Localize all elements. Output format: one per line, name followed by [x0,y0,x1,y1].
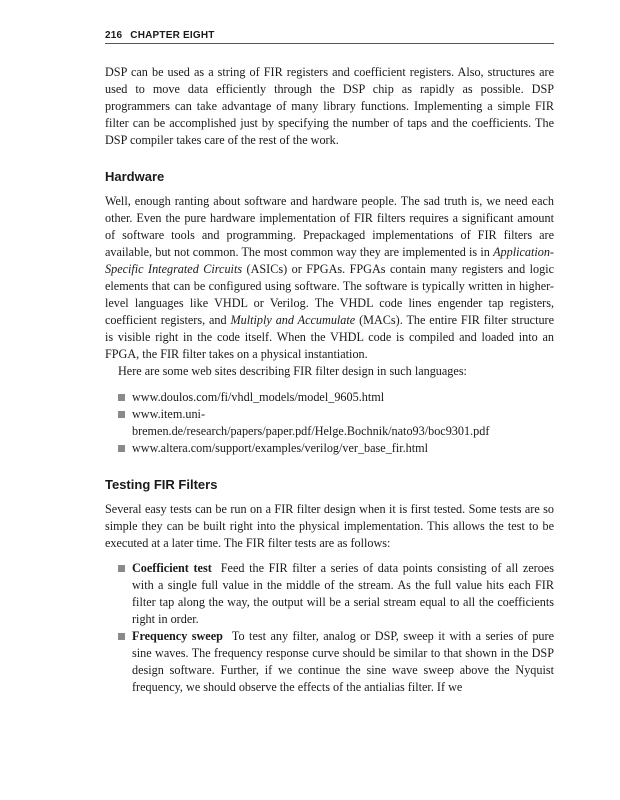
body-text [105,64,554,696]
website-link[interactable]: www.item.uni-bremen.de/research/papers/paper.pdf/Helge.Bochnik/nato93/boc9301.pdf [132,407,490,438]
list-item [105,628,554,696]
website-link[interactable]: www.altera.com/support/examples/verilog/ver_base_fir.html [132,441,429,455]
list-item [105,440,554,457]
website-list [105,389,554,457]
hardware-heading: Hardware [105,169,165,184]
square-bullet-icon [118,445,125,452]
hardware-text-b: (ASICs) or FPGAs. FPGAs contain many registers and logic elements that can be configured using software. The software is typically written in higher-level languages like VHDL or Verilog. The VHDL code lines engender tap registers, coefficient registers, and [105,262,554,327]
test-term: Coefficient test [132,561,212,575]
websites-intro: Here are some web sites describing FIR filter design in such languages: [118,364,467,378]
hardware-term-asic: Application-Specific Integrated Circuits [105,245,554,276]
testing-heading: Testing FIR Filters [105,477,218,492]
hardware-text-a: Well, enough ranting about software and hardware people. The sad truth is, we need each other. Even the pure hardware implementation of FIR filters requires a significant amount of software tools and programming. Prepackaged implementations of FIR filters are available, but not common. The most common way they are implemented is in [105,194,554,259]
list-item [105,560,554,628]
test-description: To test any filter, analog or DSP, sweep it with a series of pure sine waves. The frequency response curve should be similar to that shown in the DSP design software. Further, if we continue the sine wave sweep above the Nyquist frequency, we should observe the effects of the antialias filter. If we [132,629,554,694]
test-list [105,560,554,696]
website-link[interactable]: www.doulos.com/fi/vhdl_models/model_9605.html [132,390,385,404]
list-item [105,389,554,406]
test-description: Feed the FIR filter a series of data points consisting of all zeroes with a single full value in the middle of the stream. As the full value hits each FIR filter tap along the way, the output will be a serial stream equal to all the coefficients right in order. [132,561,554,626]
chapter-title: CHAPTER EIGHT [130,30,215,41]
square-bullet-icon [118,565,125,572]
list-item [105,406,554,440]
hardware-text-c: (MACs). The entire FIR filter structure is visible right in the code itself. When the VHDL code is compiled and loaded into an FPGA, the FIR filter takes on a physical instantiation. [105,313,555,361]
intro-paragraph: DSP can be used as a string of FIR registers and coefficient registers. Also, structures are used to move data efficiently through the DSP chip as rapidly as possible. DSP programmers can take advantage of many library functions. Implementing a simple FIR filter can be accomplished just by specifying the number of taps and the coefficients. The DSP compiler takes care of the rest of the work. [105,65,554,147]
square-bullet-icon [118,633,125,640]
testing-paragraph: Several easy tests can be run on a FIR filter design when it is first tested. Some tests are so simple they can be built right into the physical implementation. This allows the test to be executed at a later time. The FIR filter tests are as follows: [105,502,554,550]
square-bullet-icon [118,394,125,401]
test-term: Frequency sweep [132,629,223,643]
hardware-term-mac: Multiply and Accumulate [230,313,356,327]
square-bullet-icon [118,411,125,418]
page-number: 216 [105,30,123,41]
hardware-paragraph [105,193,554,363]
running-head [105,30,554,44]
